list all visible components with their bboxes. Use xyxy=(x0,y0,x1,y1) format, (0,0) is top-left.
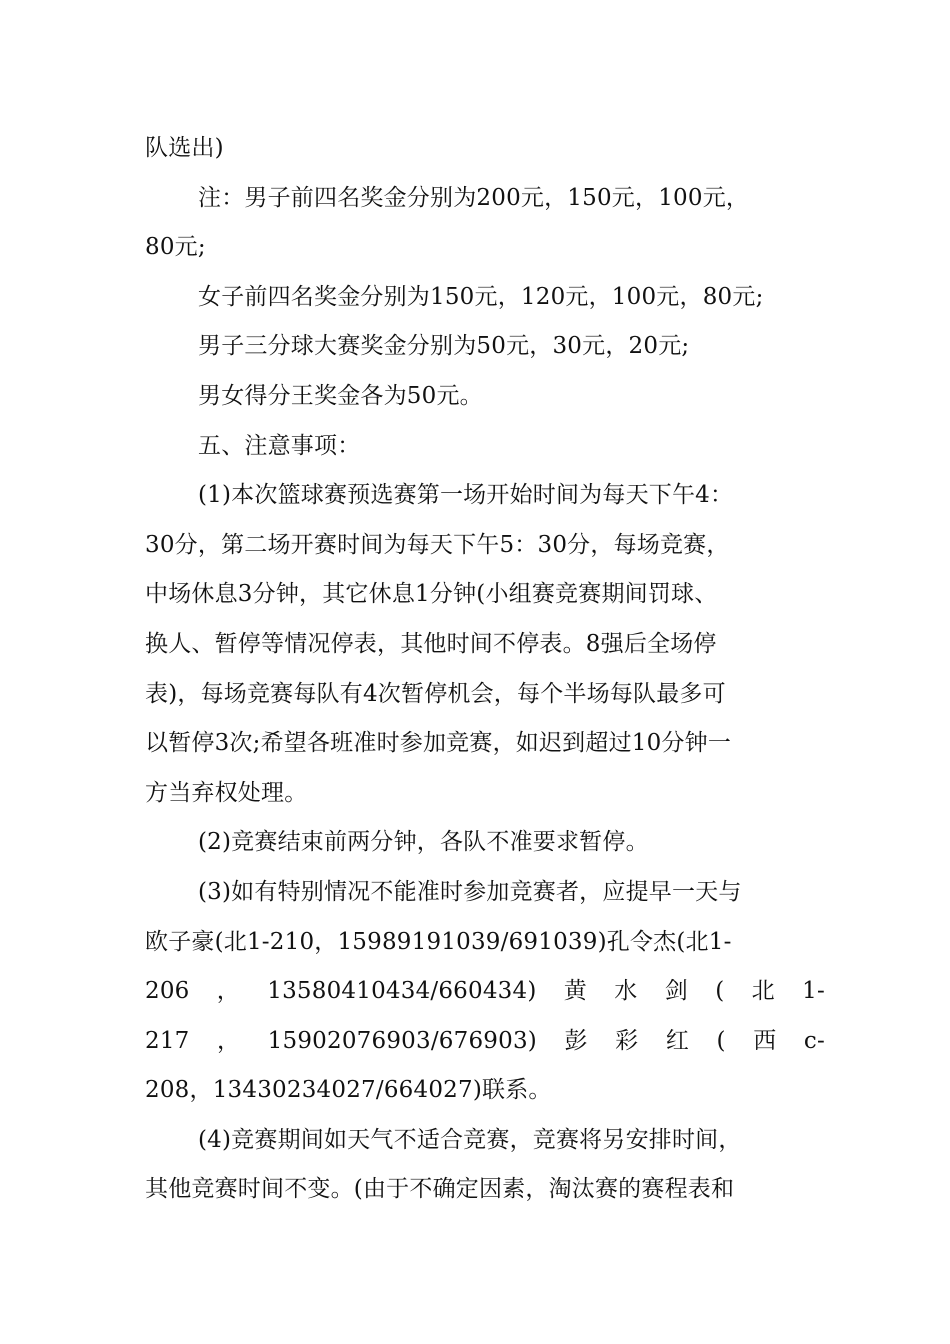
text-token: 北 xyxy=(751,978,775,1005)
text-token: 彩 xyxy=(615,1027,639,1054)
text-token: 剑 xyxy=(664,978,688,1005)
text-token: 206 xyxy=(145,978,190,1005)
text-line: 男女得分王奖金各为50元。 xyxy=(198,382,483,409)
text-line: 注：男子前四名奖金分别为200元，150元，100元， xyxy=(198,184,750,211)
text-line: 其他竞赛时间不变。(由于不确定因素，淘汰赛的赛程表和 xyxy=(145,1176,735,1203)
text-token: c- xyxy=(803,1027,825,1054)
text-token: ， xyxy=(216,1027,241,1054)
text-token: 1- xyxy=(802,978,825,1005)
text-line: (2)竞赛结束前两分钟，各队不准要求暂停。 xyxy=(198,829,649,856)
text-line: 208，13430234027/664027)联系。 xyxy=(145,1077,552,1104)
text-line: 表)，每场竞赛每队有4次暂停机会，每个半场每队最多可 xyxy=(145,680,726,707)
text-token: ( xyxy=(716,1027,726,1054)
text-token: 15902076903/676903) xyxy=(267,1027,537,1054)
text-token: 红 xyxy=(665,1027,690,1054)
text-token: 黄 xyxy=(563,978,587,1005)
text-line: (4)竞赛期间如天气不适合竞赛，竞赛将另安排时间， xyxy=(198,1126,742,1153)
text-line: 30分，第二场开赛时间为每天下午5：30分，每场竞赛， xyxy=(145,531,730,558)
text-line: 方当弃权处理。 xyxy=(145,779,308,806)
text-line: 80元; xyxy=(145,234,206,261)
text-line-justified xyxy=(145,967,825,1017)
text-line: 中场休息3分钟，其它休息1分钟(小组赛竞赛期间罚球、 xyxy=(145,581,718,608)
document-body xyxy=(145,124,825,1215)
text-token: 西 xyxy=(753,1027,777,1054)
text-token: 13580410434/660434) xyxy=(267,978,537,1005)
text-line-justified xyxy=(145,1017,825,1067)
section-heading: 五、注意事项： xyxy=(198,432,361,459)
text-line: 队选出) xyxy=(145,135,224,161)
text-line: 女子前四名奖金分别为150元，120元，100元，80元; xyxy=(198,283,764,310)
text-line: 以暂停3次;希望各班准时参加竞赛，如迟到超过10分钟一 xyxy=(145,730,732,757)
text-token: 彭 xyxy=(564,1027,588,1054)
text-line: (1)本次篮球赛预选赛第一场开始时间为每天下午4： xyxy=(198,482,734,509)
text-line: 换人、暂停等情况停表，其他时间不停表。8强后全场停 xyxy=(145,630,717,657)
text-token: ， xyxy=(216,978,240,1005)
text-token: ( xyxy=(715,978,725,1005)
text-line: (3)如有特别情况不能准时参加竞赛者，应提早一天与 xyxy=(198,878,742,905)
text-token: 217 xyxy=(145,1027,190,1054)
text-line: 男子三分球大赛奖金分别为50元，30元，20元; xyxy=(198,333,690,360)
text-token: 水 xyxy=(614,978,638,1005)
text-line: 欧子豪(北1-210，15989191039/691039)孔令杰(北1- xyxy=(145,928,732,955)
